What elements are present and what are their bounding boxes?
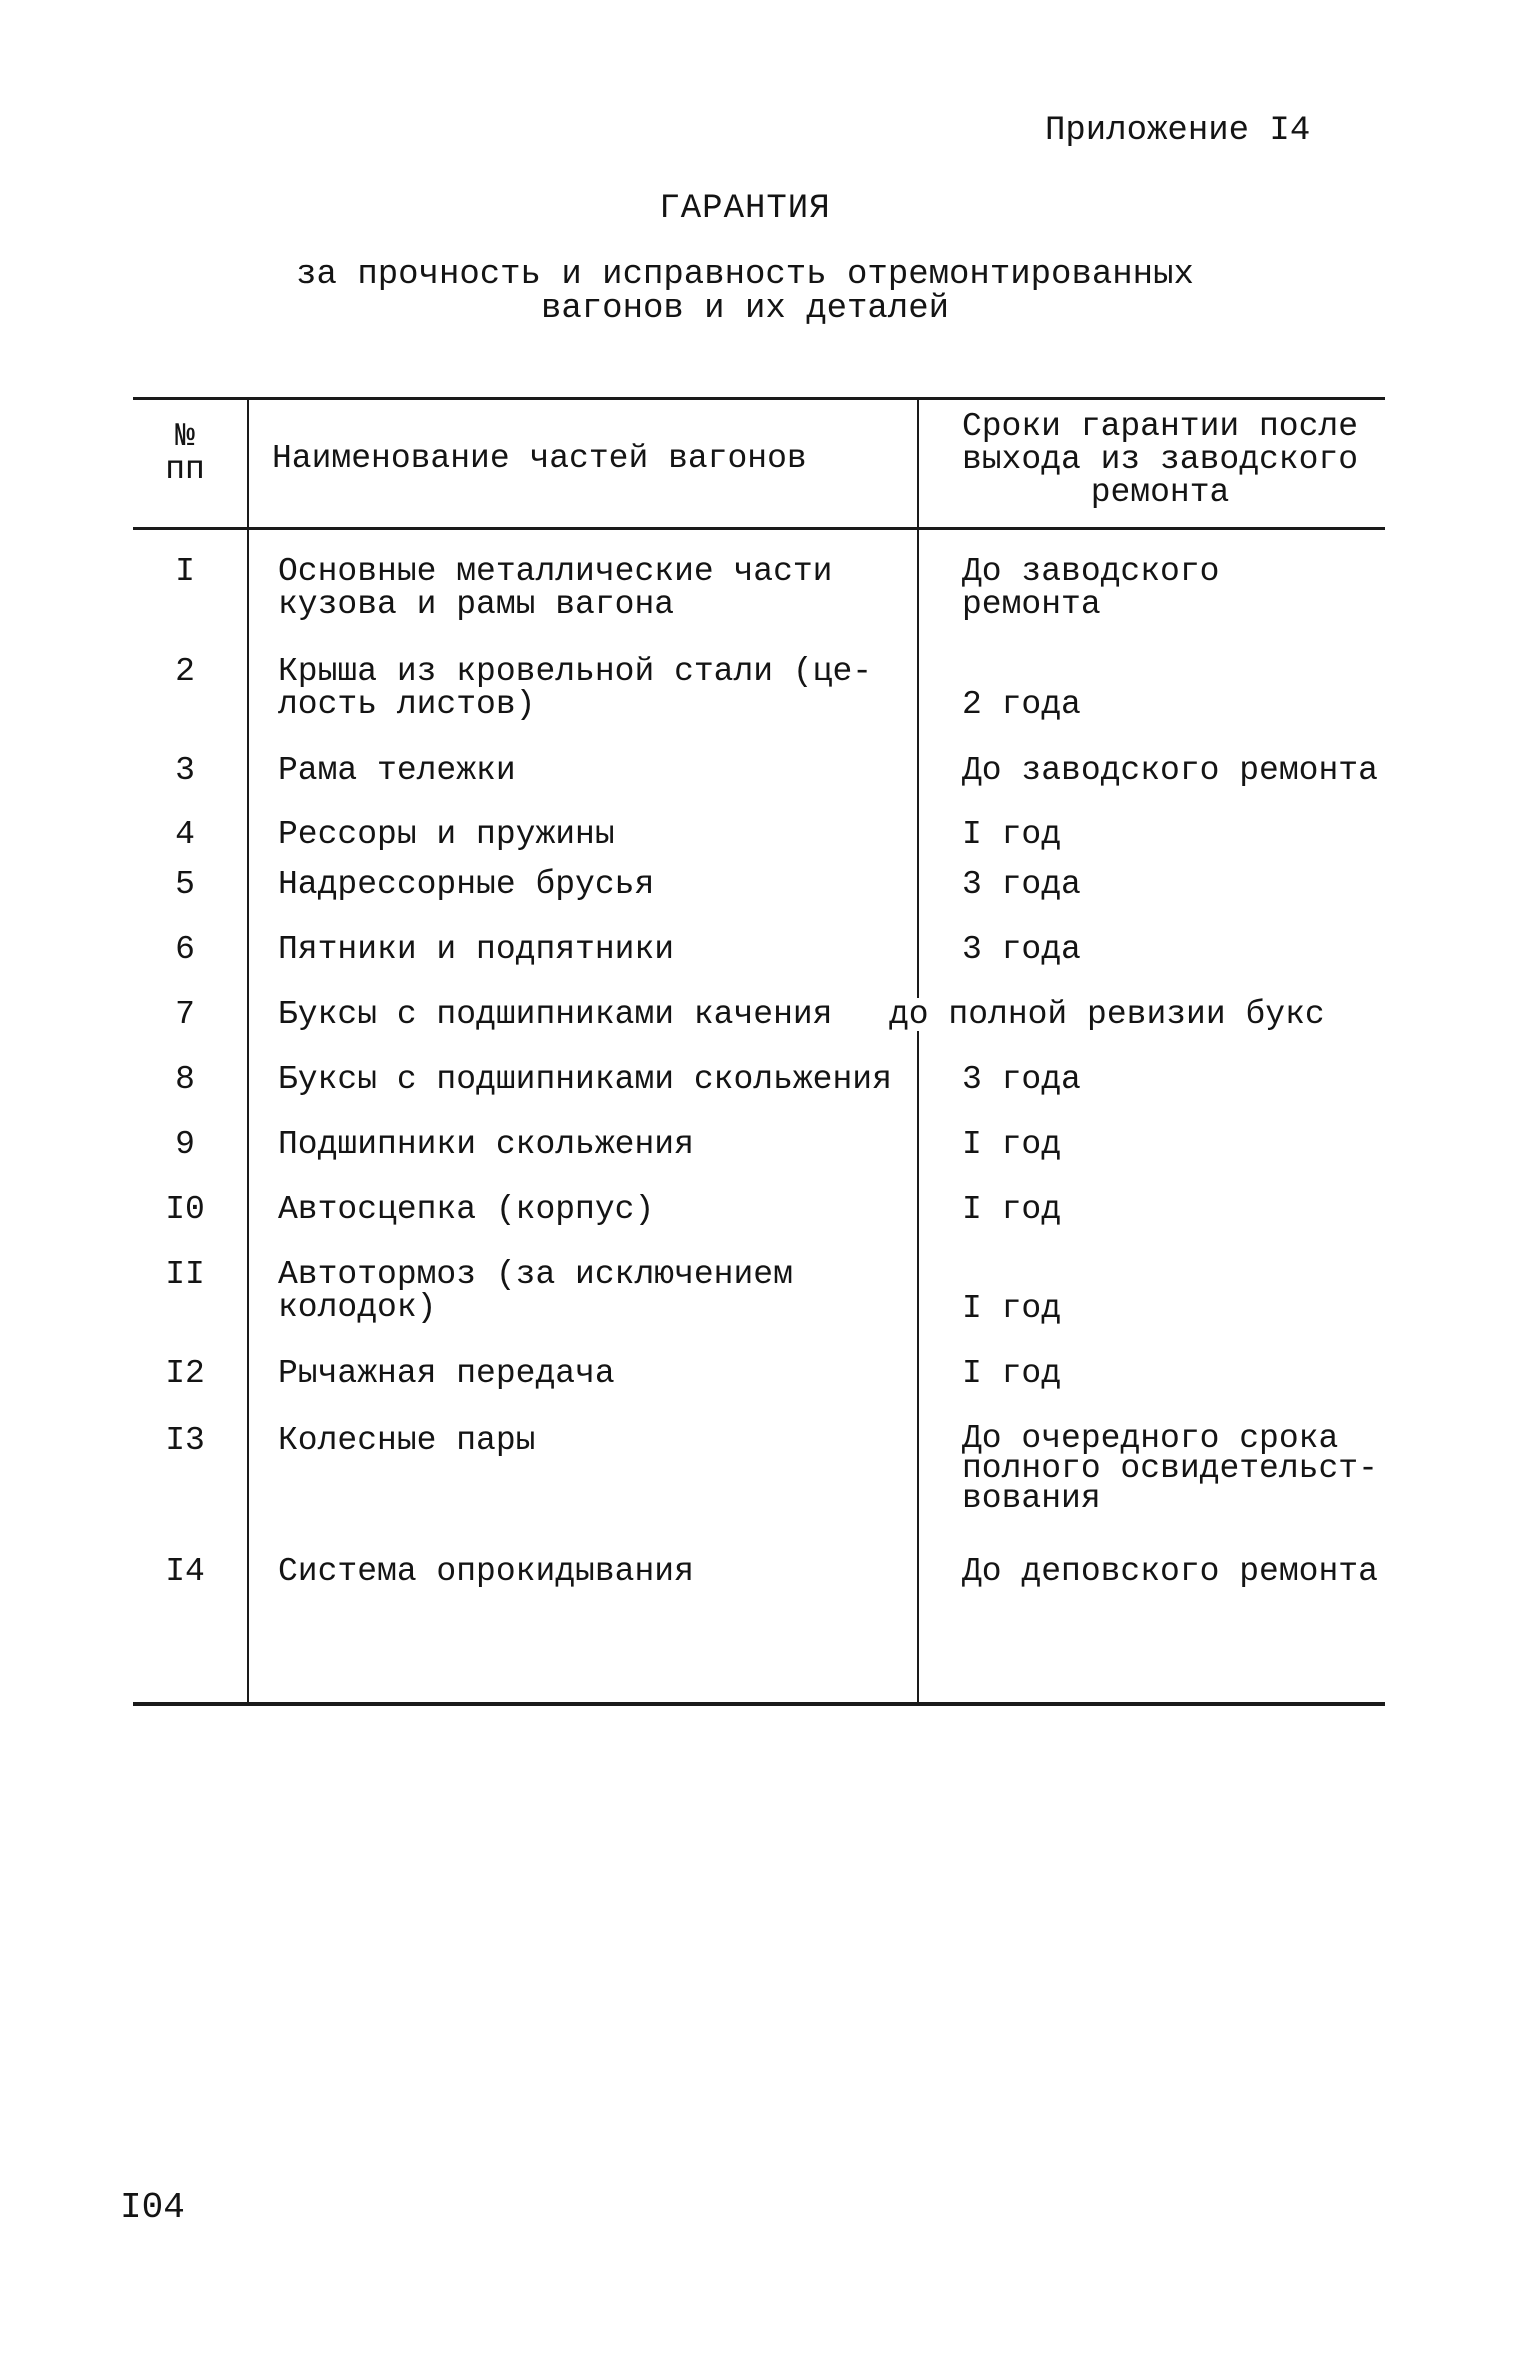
row-2-name — [278, 655, 872, 721]
row-2-num: 2 — [175, 653, 195, 690]
row-11-name-line-2: колодок) — [278, 1289, 437, 1326]
row-8-name: Буксы с подшипниками скольжения — [278, 1061, 892, 1098]
row-6-name: Пятники и подпятники — [278, 931, 675, 968]
row-1-term-line-1: До заводского — [962, 553, 1220, 590]
row-2-name-line-1: Крыша из кровельной стали (це- — [278, 653, 873, 690]
row-2-term: 2 года — [962, 686, 1081, 723]
table-bottom-rule — [133, 1702, 1385, 1706]
row-11-name-line-1: Автотормоз (за исключением — [278, 1256, 793, 1293]
row-13-term-line-3: вования — [962, 1480, 1101, 1517]
row-14-num: I4 — [165, 1553, 205, 1590]
header-term-line-1: Сроки гарантии после — [961, 408, 1359, 445]
row-13-num: I3 — [165, 1422, 205, 1459]
document-subtitle — [0, 258, 1490, 326]
row-14-name: Система опрокидывания — [278, 1553, 694, 1590]
document-title: ГАРАНТИЯ — [659, 190, 831, 228]
row-9-term: I год — [962, 1126, 1062, 1163]
row-10-num: I0 — [165, 1191, 205, 1228]
row-4-name: Рессоры и пружины — [278, 816, 615, 853]
row-8-term: 3 года — [962, 1061, 1081, 1098]
row-11-term: I год — [962, 1290, 1062, 1327]
row-1-name-line-2: кузова и рамы вагона — [278, 586, 675, 623]
row-11-num: II — [165, 1256, 205, 1293]
row-13-term-line-1: До очередного срока — [962, 1420, 1339, 1457]
row-5-term: 3 года — [962, 866, 1081, 903]
column-divider-1 — [247, 400, 249, 1704]
row-10-name: Автосцепка (корпус) — [278, 1191, 655, 1228]
row-13-name: Колесные пары — [278, 1422, 536, 1459]
row-7-name: Буксы с подшипниками качения — [278, 996, 833, 1033]
row-4-num: 4 — [175, 816, 195, 853]
row-7-num: 7 — [175, 996, 195, 1033]
row-14-term: До деповского ремонта — [962, 1553, 1378, 1590]
row-3-num: 3 — [175, 752, 195, 789]
row-10-term: I год — [962, 1191, 1062, 1228]
row-3-term: До заводского ремонта — [962, 752, 1378, 789]
row-13-term — [962, 1420, 1378, 1517]
table-top-rule — [133, 397, 1385, 400]
header-name: Наименование частей вагонов — [272, 440, 807, 477]
header-num — [130, 420, 240, 486]
header-term-line-3: ремонта — [1090, 474, 1230, 511]
row-6-num: 6 — [175, 931, 195, 968]
row-1-num: I — [175, 553, 195, 590]
row-2-name-line-2: лость листов) — [278, 686, 536, 723]
row-12-name: Рычажная передача — [278, 1355, 615, 1392]
row-9-num: 9 — [175, 1126, 195, 1163]
header-num-line-2: пп — [165, 451, 205, 488]
row-9-name: Подшипники скольжения — [278, 1126, 694, 1163]
row-1-name — [278, 555, 833, 621]
row-12-term: I год — [962, 1355, 1062, 1392]
header-term — [935, 410, 1385, 509]
row-13-term-line-2: полного освидетельст- — [962, 1450, 1378, 1487]
table-header-rule — [133, 527, 1385, 530]
column-divider-2 — [917, 400, 919, 1704]
header-num-line-1: № — [175, 418, 195, 455]
header-term-line-2: выхода из заводского — [961, 441, 1359, 478]
row-8-num: 8 — [175, 1061, 195, 1098]
page-number: I04 — [120, 2187, 185, 2228]
row-4-term: I год — [962, 816, 1062, 853]
appendix-label: Приложение I4 — [1045, 112, 1311, 150]
row-5-name: Надрессорные брусья — [278, 866, 655, 903]
row-5-num: 5 — [175, 866, 195, 903]
row-11-name — [278, 1258, 793, 1324]
subtitle-line-1: за прочность и исправность отремонтированных — [296, 256, 1194, 294]
row-1-name-line-1: Основные металлические части — [278, 553, 833, 590]
row-6-term: 3 года — [962, 931, 1081, 968]
row-12-num: I2 — [165, 1355, 205, 1392]
subtitle-line-2: вагонов и их деталей — [540, 290, 950, 328]
row-1-term-line-2: ремонта — [962, 586, 1101, 623]
row-3-name: Рама тележки — [278, 752, 516, 789]
row-1-term — [962, 555, 1219, 621]
row-7-term: до полной ревизии букс — [885, 998, 1329, 1031]
